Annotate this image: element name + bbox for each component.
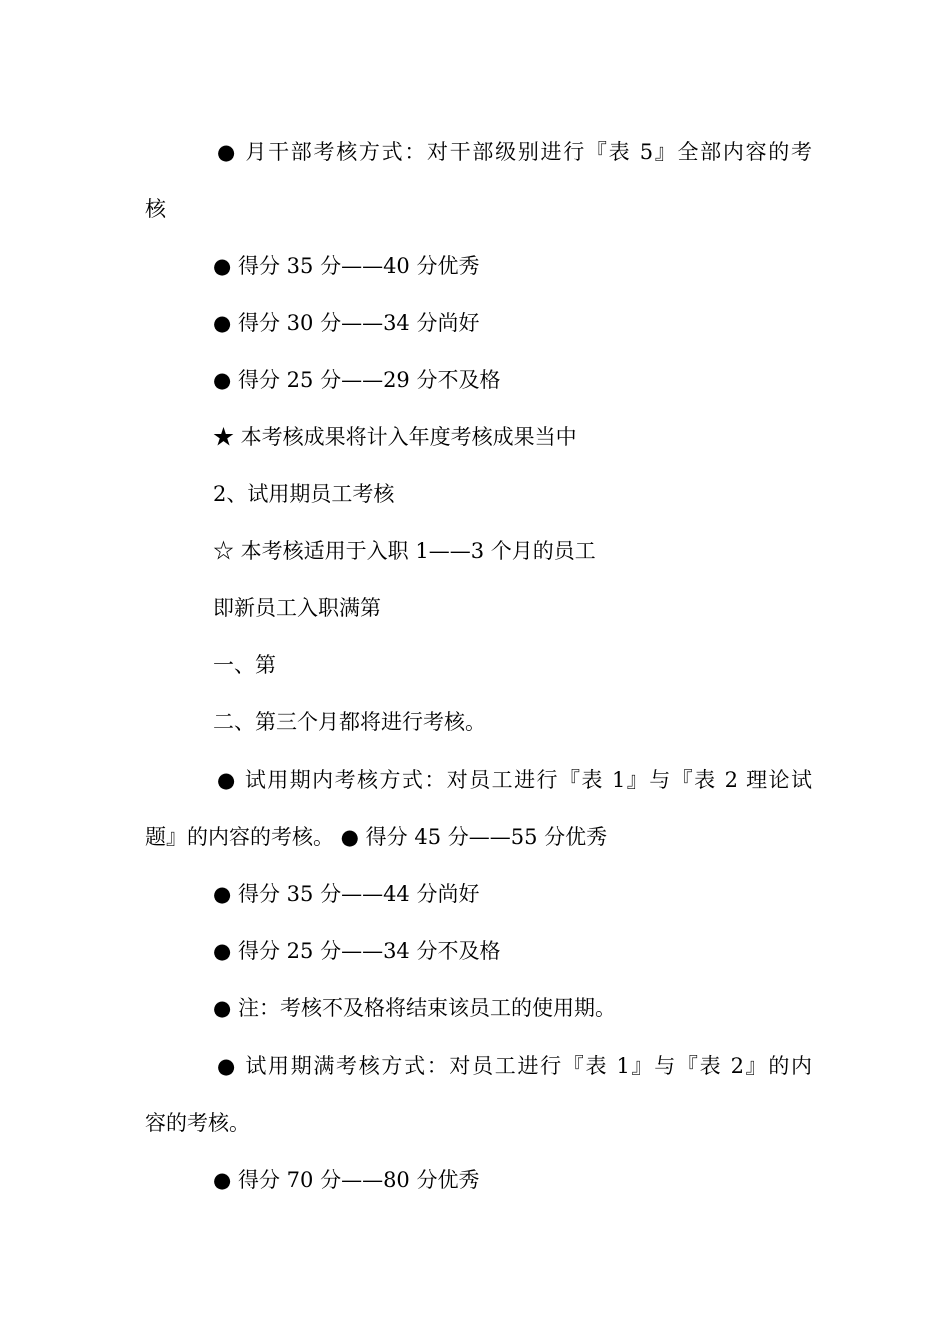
paragraph-line-6: ★ 本考核成果将计入年度考核成果当中 bbox=[213, 425, 577, 449]
paragraph-line-13: 题』的内容的考核。 ● 得分 45 分——55 分优秀 bbox=[145, 825, 608, 849]
paragraph-line-10: 一、第 bbox=[213, 653, 276, 677]
paragraph-line-5: ● 得分 25 分——29 分不及格 bbox=[213, 368, 501, 392]
paragraph-line-16: ● 注：考核不及格将结束该员工的使用期。 bbox=[213, 996, 616, 1020]
paragraph-line-4: ● 得分 30 分——34 分尚好 bbox=[213, 311, 480, 335]
paragraph-line-11: 二、第三个月都将进行考核。 bbox=[213, 710, 486, 734]
section-heading: 2、试用期员工考核 bbox=[213, 482, 395, 506]
paragraph-line-19: ● 得分 70 分——80 分优秀 bbox=[213, 1168, 480, 1192]
paragraph-line-14: ● 得分 35 分——44 分尚好 bbox=[213, 882, 480, 906]
paragraph-line-1: ● 月干部考核方式：对干部级别进行『表 5』全部内容的考 bbox=[217, 140, 812, 164]
paragraph-line-12: ● 试用期内考核方式：对员工进行『表 1』与『表 2 理论试 bbox=[217, 768, 812, 792]
paragraph-line-18: 容的考核。 bbox=[145, 1111, 250, 1135]
paragraph-line-9: 即新员工入职满第 bbox=[213, 596, 381, 620]
paragraph-line-2: 核 bbox=[145, 197, 166, 221]
paragraph-line-3: ● 得分 35 分——40 分优秀 bbox=[213, 254, 480, 278]
paragraph-line-8: ☆ 本考核适用于入职 1——3 个月的员工 bbox=[213, 539, 596, 563]
paragraph-line-17: ● 试用期满考核方式：对员工进行『表 1』与『表 2』的内 bbox=[217, 1054, 812, 1078]
paragraph-line-15: ● 得分 25 分——34 分不及格 bbox=[213, 939, 501, 963]
